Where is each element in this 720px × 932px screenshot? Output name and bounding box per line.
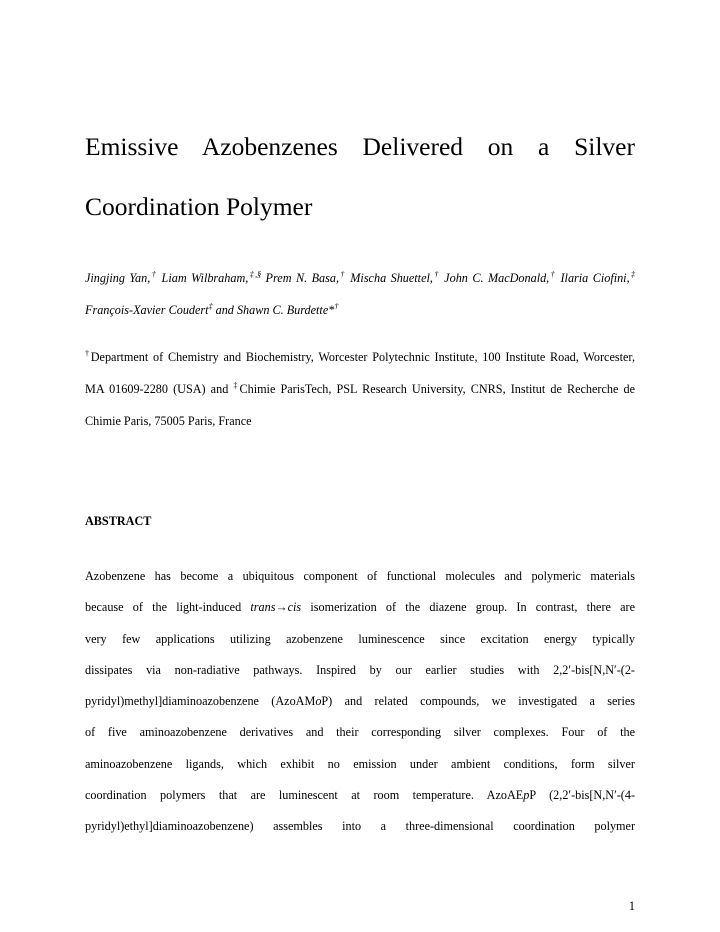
affiliations [85,341,635,437]
author-name: Liam Wilbraham, [157,271,249,285]
abstract-italic-text: p [523,788,530,803]
author-affiliation-mark: ‡ [629,270,636,279]
abstract-line: pyridyl)methyl]diaminoazobenzene (AzoAMoP) and related compounds, we investigated a series [85,694,635,709]
author-affiliation-mark: † [339,270,346,279]
author-name: François-Xavier Coudert [85,303,209,317]
affiliation-mark-dagger: † [85,349,91,358]
author-affiliation-mark: † [432,270,440,279]
author-name: Ilaria Ciofini, [556,271,630,285]
abstract-italic-text: o [315,694,322,709]
author-name: Jingjing Yan, [85,271,151,285]
abstract-line: pyridyl)ethyl]diaminoazobenzene) assembles into a three-dimensional coordination polymer [85,819,635,834]
affiliation-chimie: Chimie ParisTech, PSL Research University, CNRS, Institut de Recherche de Chimie Paris, 75005 Paris, France [85,382,636,428]
author-affiliation-mark: † [334,302,339,311]
title-line-1: Emissive Azobenzenes Delivered on a Silver [85,132,635,161]
affiliation-wpi: Department of Chemistry and Biochemistry, Worcester Polytechnic Institute, 100 Institute Road, Worcester, MA 01609-2280 (USA) and [85,350,636,396]
author-name: and Shawn C. Burdette* [212,303,335,317]
abstract-italic-text: trans [250,600,276,615]
abstract-line: very few applications utilizing azobenzene luminescence since excitation energy typically [85,631,635,646]
abstract-italic-text: cis [287,600,302,615]
abstract-heading: ABSTRACT [85,514,152,528]
title-line-2: Coordination Polymer [85,192,313,221]
author-name: John C. MacDonald, [439,271,550,285]
paper-title [85,117,635,237]
abstract-line: dissipates via non-radiative pathways. Inspired by our earlier studies with 2,2′-bis[N,N′-(2- [85,662,635,677]
author-list [85,262,635,326]
abstract-line: coordination polymers that are luminescent at room temperature. AzoAEpP (2,2′-bis[N,N′-(4- [85,788,636,803]
author-name: Prem N. Basa, [261,271,340,285]
abstract-line: of five aminoazobenzene derivatives and their corresponding silver complexes. Four of the [85,725,635,740]
author-affiliation-mark: † [549,270,557,279]
author-affiliation-mark: ‡,§ [248,270,262,279]
affiliation-mark-double-dagger: ‡ [233,381,240,390]
author-name: Mischa Shuettel, [345,271,433,285]
abstract-line: Azobenzene has become a ubiquitous component of functional molecules and polymeric materials [85,569,635,583]
abstract-line: aminoazobenzene ligands, which exhibit no emission under ambient conditions, form silver [85,756,635,771]
author-affiliation-mark: † [150,270,158,279]
page-number: 1 [628,899,635,913]
abstract-body [85,561,635,843]
abstract-line: because of the light-induced trans→cis isomerization of the diazene group. In contrast, there are [85,600,635,615]
author-affiliation-mark: ‡ [208,302,213,311]
